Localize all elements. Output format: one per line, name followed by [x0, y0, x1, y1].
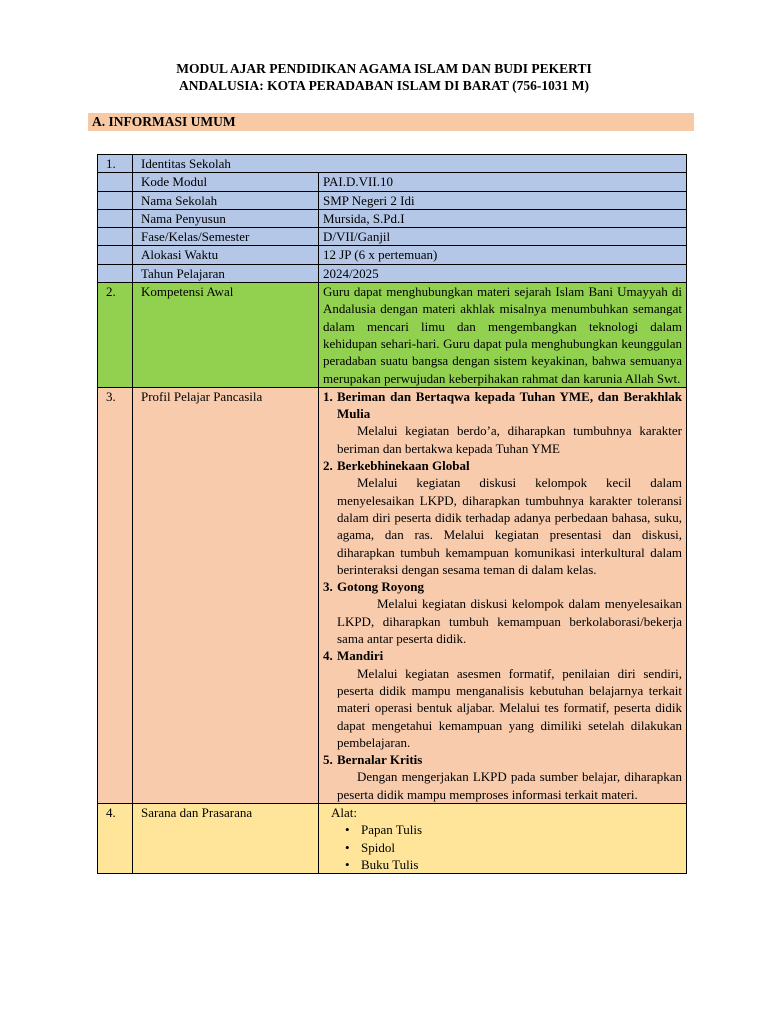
title-line-2: ANDALUSIA: KOTA PERADABAN ISLAM DI BARAT (756-1031 M)	[179, 78, 589, 93]
profil-label: Profil Pelajar Pancasila	[133, 387, 319, 803]
profil-item	[323, 578, 682, 647]
item-title: Mandiri	[337, 648, 384, 664]
field-label: Nama Penyusun	[133, 209, 319, 227]
profil-item	[323, 647, 682, 751]
item-title: Berkebhinekaan Global	[337, 458, 470, 474]
item-text: Melalui kegiatan diskusi kelompok kecil dalam menyelesaikan LKPD, diharapkan tumbuhnya karakter toleransi dalam diri peserta didik terhadap adanya perbedaan bahasa, suku, agama, dan ras. Melalui kegiatan presentasi dan diskusi, diharapkan tumbuh kemampuan komunikasi interkultural dalam berinteraksi dengan sesama teman di dalam kelas.	[337, 475, 682, 577]
item-text: Melalui kegiatan asesmen formatif, penilaian diri sendiri, peserta didik mampu menganalisis kebutuhan belajarnya terkait materi operasi bentuk aljabar. Melalui tes formatif, peserta didik dapat mengetahui kemampuan yang dimiliki setelah dilakukan pembelajaran.	[337, 665, 682, 750]
row-number: 1.	[98, 155, 133, 173]
sarana-content	[319, 803, 687, 873]
field-value: SMP Negeri 2 Idi	[319, 191, 687, 209]
table-row	[98, 264, 687, 282]
document-title	[0, 60, 768, 94]
field-value: Mursida, S.Pd.I	[319, 209, 687, 227]
row-number: 4.	[98, 803, 133, 873]
item-number: 4.	[323, 648, 333, 664]
identitas-heading: Identitas Sekolah	[133, 155, 687, 173]
title-line-1: MODUL AJAR PENDIDIKAN AGAMA ISLAM DAN BUDI PEKERTI	[176, 61, 592, 76]
item-text: Melalui kegiatan berdo’a, diharapkan tumbuhnya karakter beriman dan bertakwa kepada Tuhan YME	[337, 423, 682, 456]
item-title: Bernalar Kritis	[337, 752, 423, 768]
table-row	[98, 803, 687, 873]
alat-heading: Alat:	[331, 804, 357, 820]
field-label: Tahun Pelajaran	[133, 264, 319, 282]
field-label: Fase/Kelas/Semester	[133, 228, 319, 246]
field-label: Alokasi Waktu	[133, 246, 319, 264]
table-row	[98, 283, 687, 388]
item-text: Dengan mengerjakan LKPD pada sumber belajar, diharapkan peserta didik mampu memproses informasi terkait materi.	[337, 769, 682, 802]
kompetensi-label: Kompetensi Awal	[133, 283, 319, 388]
item-number: 2.	[323, 458, 333, 474]
kompetensi-text: Guru dapat menghubungkan materi sejarah Islam Bani Umayyah di Andalusia dengan materi akhlak misalnya menumbuhkan semangat dalam mencari limu dan mengembangkan teknologi dalam kehidupan sehari-hari. Guru dapat pula menghubungkan keunggulan peradaban suatu bangsa dengan sistem keyakinan, bahwa semuanya merupakan perwujudan keberpihakan rahmat dan karunia Allah Swt.	[319, 283, 687, 388]
profil-item	[323, 388, 682, 457]
item-text: Melalui kegiatan diskusi kelompok dalam menyelesaikan LKPD, diharapkan tumbuh kemampuan berkolaborasi/bekerja sama antar peserta didik.	[337, 596, 682, 647]
field-value: D/VII/Ganjil	[319, 228, 687, 246]
item-title: Beriman dan Bertaqwa kepada Tuhan YME, dan Berakhlak Mulia	[337, 388, 682, 422]
section-heading-bar	[88, 113, 694, 131]
field-label: Nama Sekolah	[133, 191, 319, 209]
item-number: 5.	[323, 752, 333, 768]
list-item: • Spidol	[323, 839, 682, 856]
field-value: 2024/2025	[319, 264, 687, 282]
informasi-umum-table	[97, 154, 687, 874]
table-row	[98, 155, 687, 173]
table-row	[98, 246, 687, 264]
item-number: 3.	[323, 579, 333, 595]
profil-item	[323, 751, 682, 803]
item-title: Gotong Royong	[337, 579, 425, 595]
profil-item	[323, 457, 682, 578]
field-value: PAI.D.VII.10	[319, 173, 687, 191]
sarana-label: Sarana dan Prasarana	[133, 803, 319, 873]
list-item: • Papan Tulis	[323, 821, 682, 838]
section-heading: A. INFORMASI UMUM	[92, 114, 236, 129]
table-row	[98, 228, 687, 246]
row-number: 3.	[98, 387, 133, 803]
table-row	[98, 209, 687, 227]
alat-list	[323, 821, 682, 873]
table-row	[98, 191, 687, 209]
field-value: 12 JP (6 x pertemuan)	[319, 246, 687, 264]
item-number: 1.	[323, 388, 333, 404]
table-row	[98, 387, 687, 803]
table-row	[98, 173, 687, 191]
field-label: Kode Modul	[133, 173, 319, 191]
list-item: • Buku Tulis	[323, 856, 682, 873]
profil-content	[319, 387, 687, 803]
row-number: 2.	[98, 283, 133, 388]
